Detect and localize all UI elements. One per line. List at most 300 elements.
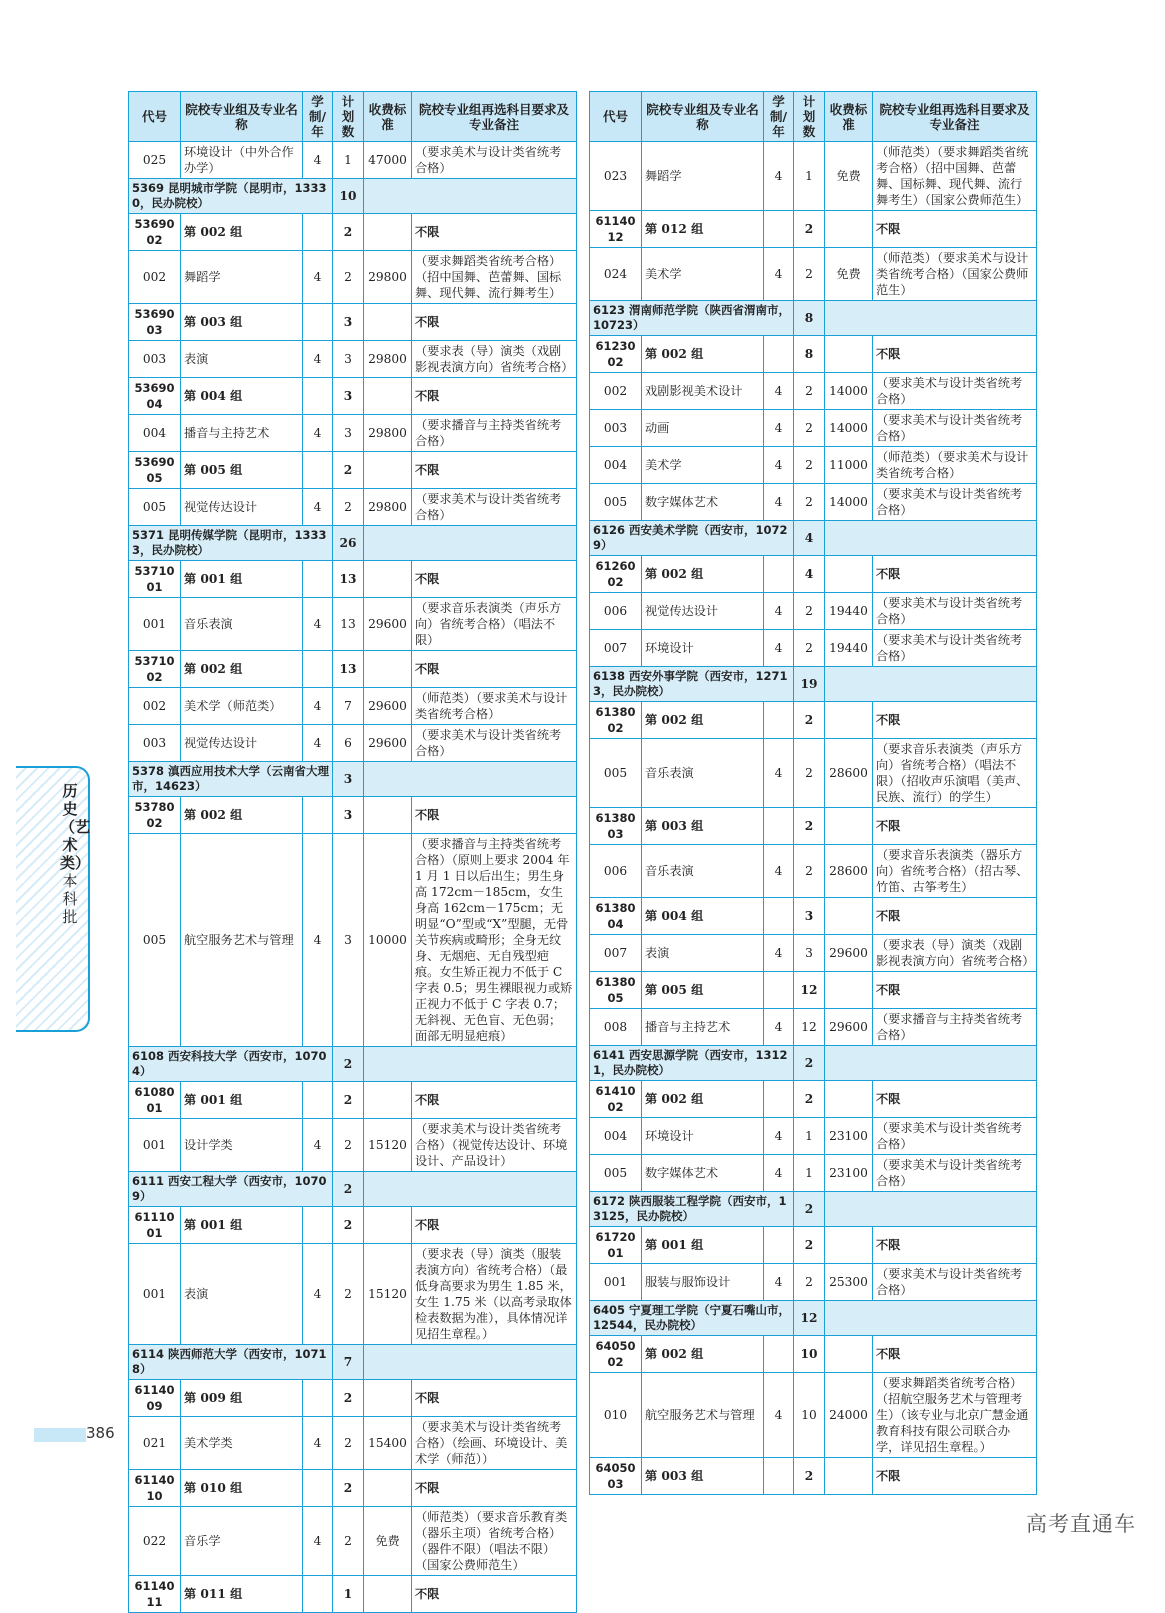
major-note: （要求美术与设计类省统考合格） xyxy=(412,489,577,526)
institution-name: 6123 渭南师范学院（陕西省渭南市，10723） xyxy=(590,301,794,336)
plan-count: 2 xyxy=(794,1192,825,1227)
plan-count: 2 xyxy=(333,1172,364,1207)
major-name: 环境设计 xyxy=(642,630,764,667)
major-name: 动画 xyxy=(642,410,764,447)
major-note: （要求美术与设计类省统考合格）（视觉传达设计、环境设计、产品设计） xyxy=(412,1119,577,1172)
col-years: 学制/年 xyxy=(303,92,333,142)
major-name: 舞蹈学 xyxy=(642,142,764,211)
group-code: 6126002 xyxy=(590,556,642,593)
plan-count: 26 xyxy=(333,526,364,561)
study-years: 4 xyxy=(764,739,794,808)
major-note: （要求美术与设计类省统考合格） xyxy=(412,142,577,179)
group-row xyxy=(590,1336,1037,1373)
major-note: （要求美术与设计类省统考合格） xyxy=(873,630,1037,667)
plan-count: 3 xyxy=(333,341,364,378)
major-row xyxy=(590,1118,1037,1155)
empty-cell xyxy=(764,1227,794,1264)
major-name: 美术学 xyxy=(642,447,764,484)
institution-name: 6108 西安科技大学（西安市，10704） xyxy=(129,1047,333,1082)
major-code: 003 xyxy=(129,341,181,378)
subject-requirement: 不限 xyxy=(873,972,1037,1009)
major-row xyxy=(590,630,1037,667)
plan-count: 2 xyxy=(333,214,364,251)
major-note: （要求表（导）演类（戏剧影视表演方向）省统考合格） xyxy=(873,935,1037,972)
group-code: 6114012 xyxy=(590,211,642,248)
major-name: 航空服务艺术与管理 xyxy=(642,1373,764,1458)
major-name: 播音与主持艺术 xyxy=(642,1009,764,1046)
tuition-fee: 14000 xyxy=(825,484,873,521)
plan-count: 7 xyxy=(333,1345,364,1380)
admission-table-left xyxy=(128,91,577,1613)
plan-count: 2 xyxy=(333,1207,364,1244)
study-years: 4 xyxy=(303,1244,333,1345)
group-row xyxy=(590,1081,1037,1118)
plan-count: 2 xyxy=(794,248,825,301)
empty-cell xyxy=(825,667,1037,702)
col-plan: 计划数 xyxy=(333,92,364,142)
subject-requirement: 不限 xyxy=(873,336,1037,373)
study-years: 4 xyxy=(303,725,333,762)
plan-count: 3 xyxy=(794,898,825,935)
section-side-tab xyxy=(16,766,90,1032)
study-years: 4 xyxy=(303,415,333,452)
major-note: （要求舞蹈类省统考合格）（招中国舞、芭蕾舞、国标舞、现代舞、流行舞考生） xyxy=(412,251,577,304)
plan-count: 2 xyxy=(794,447,825,484)
plan-count: 12 xyxy=(794,972,825,1009)
major-note: （要求舞蹈类省统考合格）（招航空服务艺术与管理考生）（该专业与北京广慧金通教育科技有限公司联合办学，详见招生章程。） xyxy=(873,1373,1037,1458)
page-number: 386 xyxy=(86,1424,115,1442)
major-code: 007 xyxy=(590,935,642,972)
tuition-fee: 免费 xyxy=(825,142,873,211)
major-name: 美术学 xyxy=(642,248,764,301)
empty-cell xyxy=(825,211,873,248)
group-code: 6138003 xyxy=(590,808,642,845)
study-years: 4 xyxy=(764,373,794,410)
tuition-fee: 10000 xyxy=(364,834,412,1047)
institution-name: 6111 西安工程大学（西安市，10709） xyxy=(129,1172,333,1207)
empty-cell xyxy=(364,797,412,834)
col-fee: 收费标准 xyxy=(825,92,873,142)
plan-count: 3 xyxy=(333,415,364,452)
group-code: 6138005 xyxy=(590,972,642,1009)
major-note: （要求播音与主持类省统考合格） xyxy=(873,1009,1037,1046)
plan-count: 2 xyxy=(333,1470,364,1507)
major-code: 002 xyxy=(129,688,181,725)
empty-cell xyxy=(764,702,794,739)
major-code: 005 xyxy=(129,834,181,1047)
major-note: （师范类）（要求舞蹈类省统考合格）（招中国舞、芭蕾舞、国标舞、现代舞、流行舞考生）（国家公费师范生） xyxy=(873,142,1037,211)
major-row xyxy=(129,1244,577,1345)
plan-count: 2 xyxy=(333,1082,364,1119)
plan-count: 10 xyxy=(794,1373,825,1458)
group-name: 第 005 组 xyxy=(642,972,764,1009)
major-code: 008 xyxy=(590,1009,642,1046)
subject-requirement: 不限 xyxy=(873,808,1037,845)
group-name: 第 004 组 xyxy=(181,378,303,415)
study-years: 4 xyxy=(303,1119,333,1172)
group-row xyxy=(590,211,1037,248)
col-plan: 计划数 xyxy=(794,92,825,142)
tuition-fee: 29800 xyxy=(364,341,412,378)
empty-cell xyxy=(303,797,333,834)
institution-row xyxy=(590,1046,1037,1081)
study-years: 4 xyxy=(303,142,333,179)
study-years: 4 xyxy=(764,142,794,211)
subject-requirement: 不限 xyxy=(412,214,577,251)
group-code: 6123002 xyxy=(590,336,642,373)
major-row xyxy=(129,1507,577,1576)
group-name: 第 001 组 xyxy=(181,1082,303,1119)
empty-cell xyxy=(825,1081,873,1118)
major-note: （要求美术与设计类省统考合格） xyxy=(412,725,577,762)
major-row xyxy=(129,415,577,452)
group-code: 5369004 xyxy=(129,378,181,415)
major-row xyxy=(590,447,1037,484)
major-row xyxy=(129,142,577,179)
subject-requirement: 不限 xyxy=(412,1082,577,1119)
major-note: （要求音乐表演类（器乐方向）省统考合格）（招古琴、竹笛、古筝考生） xyxy=(873,845,1037,898)
tuition-fee: 29800 xyxy=(364,251,412,304)
plan-count: 13 xyxy=(333,598,364,651)
group-name: 第 002 组 xyxy=(642,702,764,739)
major-name: 美术学（师范类） xyxy=(181,688,303,725)
tuition-fee: 11000 xyxy=(825,447,873,484)
institution-name: 6114 陕西师范大学（西安市，10718） xyxy=(129,1345,333,1380)
empty-cell xyxy=(364,179,577,214)
plan-count: 1 xyxy=(794,142,825,211)
major-note: （师范类）（要求音乐教育类（器乐主项）省统考合格）（器件不限）（唱法不限）（国家公费师范生） xyxy=(412,1507,577,1576)
empty-cell xyxy=(364,762,577,797)
tuition-fee: 29800 xyxy=(364,489,412,526)
plan-count: 2 xyxy=(333,1244,364,1345)
empty-cell xyxy=(764,808,794,845)
plan-count: 1 xyxy=(794,1118,825,1155)
group-code: 5369003 xyxy=(129,304,181,341)
major-row xyxy=(590,1264,1037,1301)
major-code: 006 xyxy=(590,593,642,630)
empty-cell xyxy=(303,1207,333,1244)
tuition-fee: 29600 xyxy=(825,935,873,972)
institution-row xyxy=(129,526,577,561)
major-note: （要求美术与设计类省统考合格） xyxy=(873,1264,1037,1301)
group-row xyxy=(129,378,577,415)
group-name: 第 003 组 xyxy=(181,304,303,341)
subject-requirement: 不限 xyxy=(873,1336,1037,1373)
major-row xyxy=(129,489,577,526)
empty-cell xyxy=(764,1336,794,1373)
empty-cell xyxy=(825,808,873,845)
empty-cell xyxy=(764,898,794,935)
major-name: 航空服务艺术与管理 xyxy=(181,834,303,1047)
tuition-fee: 23100 xyxy=(825,1155,873,1192)
empty-cell xyxy=(764,972,794,1009)
empty-cell xyxy=(364,214,412,251)
major-code: 023 xyxy=(590,142,642,211)
group-name: 第 012 组 xyxy=(642,211,764,248)
empty-cell xyxy=(364,378,412,415)
institution-row xyxy=(129,1172,577,1207)
group-row xyxy=(590,1458,1037,1495)
subject-requirement: 不限 xyxy=(412,1576,577,1613)
study-years: 4 xyxy=(764,410,794,447)
group-name: 第 002 组 xyxy=(181,651,303,688)
empty-cell xyxy=(364,651,412,688)
empty-cell xyxy=(364,1345,577,1380)
group-row xyxy=(129,651,577,688)
tuition-fee: 14000 xyxy=(825,373,873,410)
empty-cell xyxy=(764,556,794,593)
institution-name: 6141 西安思源学院（西安市，13121，民办院校） xyxy=(590,1046,794,1081)
plan-count: 2 xyxy=(794,410,825,447)
col-fee: 收费标准 xyxy=(364,92,412,142)
empty-cell xyxy=(825,1458,873,1495)
institution-row xyxy=(129,1047,577,1082)
plan-count: 2 xyxy=(333,452,364,489)
header-row xyxy=(129,92,577,142)
empty-cell xyxy=(303,378,333,415)
major-code: 001 xyxy=(129,598,181,651)
major-note: （要求美术与设计类省统考合格） xyxy=(873,1118,1037,1155)
plan-count: 3 xyxy=(794,935,825,972)
tuition-fee: 47000 xyxy=(364,142,412,179)
plan-count: 3 xyxy=(333,378,364,415)
major-name: 美术学类 xyxy=(181,1417,303,1470)
study-years: 4 xyxy=(764,845,794,898)
major-code: 010 xyxy=(590,1373,642,1458)
group-name: 第 003 组 xyxy=(642,808,764,845)
major-note: （要求音乐表演类（声乐方向）省统考合格）（唱法不限） xyxy=(412,598,577,651)
study-years: 4 xyxy=(764,1155,794,1192)
subject-requirement: 不限 xyxy=(412,452,577,489)
side-tab-category: 历史（艺术类） xyxy=(60,782,91,872)
major-row xyxy=(590,248,1037,301)
major-code: 025 xyxy=(129,142,181,179)
plan-count: 2 xyxy=(794,593,825,630)
group-code: 6111001 xyxy=(129,1207,181,1244)
major-note: （师范类）（要求美术与设计类省统考合格） xyxy=(412,688,577,725)
group-name: 第 010 组 xyxy=(181,1470,303,1507)
major-note: （要求美术与设计类省统考合格） xyxy=(873,373,1037,410)
plan-count: 2 xyxy=(333,489,364,526)
tuition-fee: 19440 xyxy=(825,630,873,667)
empty-cell xyxy=(764,336,794,373)
header-row xyxy=(590,92,1037,142)
major-note: （要求美术与设计类省统考合格）（绘画、环境设计、美术学（师范）） xyxy=(412,1417,577,1470)
major-name: 视觉传达设计 xyxy=(181,489,303,526)
group-row xyxy=(129,452,577,489)
empty-cell xyxy=(764,1458,794,1495)
group-code: 6141002 xyxy=(590,1081,642,1118)
tuition-fee: 15120 xyxy=(364,1119,412,1172)
plan-count: 2 xyxy=(794,211,825,248)
institution-row xyxy=(590,1301,1037,1336)
subject-requirement: 不限 xyxy=(873,1458,1037,1495)
group-name: 第 009 组 xyxy=(181,1380,303,1417)
empty-cell xyxy=(364,1380,412,1417)
subject-requirement: 不限 xyxy=(873,898,1037,935)
institution-name: 6405 宁夏理工学院（宁夏石嘴山市，12544，民办院校） xyxy=(590,1301,794,1336)
empty-cell xyxy=(364,561,412,598)
institution-name: 6126 西安美术学院（西安市，10729） xyxy=(590,521,794,556)
major-name: 数字媒体艺术 xyxy=(642,1155,764,1192)
major-row xyxy=(590,1155,1037,1192)
plan-count: 2 xyxy=(794,1046,825,1081)
plan-count: 3 xyxy=(333,797,364,834)
plan-count: 2 xyxy=(333,1119,364,1172)
major-code: 005 xyxy=(590,484,642,521)
study-years: 4 xyxy=(303,251,333,304)
subject-requirement: 不限 xyxy=(873,1227,1037,1264)
empty-cell xyxy=(303,1380,333,1417)
col-code: 代号 xyxy=(590,92,642,142)
group-name: 第 002 组 xyxy=(642,556,764,593)
empty-cell xyxy=(303,214,333,251)
group-name: 第 002 组 xyxy=(181,214,303,251)
empty-cell xyxy=(825,301,1037,336)
major-code: 004 xyxy=(590,447,642,484)
tuition-fee: 28600 xyxy=(825,739,873,808)
group-row xyxy=(129,1380,577,1417)
group-code: 5378002 xyxy=(129,797,181,834)
major-code: 002 xyxy=(590,373,642,410)
empty-cell xyxy=(764,211,794,248)
major-code: 021 xyxy=(129,1417,181,1470)
major-name: 表演 xyxy=(181,341,303,378)
col-name: 院校专业组及专业名称 xyxy=(642,92,764,142)
major-row xyxy=(590,1373,1037,1458)
major-code: 001 xyxy=(129,1244,181,1345)
study-years: 4 xyxy=(764,630,794,667)
plan-count: 2 xyxy=(794,702,825,739)
plan-count: 13 xyxy=(333,651,364,688)
empty-cell xyxy=(825,336,873,373)
group-name: 第 002 组 xyxy=(642,1336,764,1373)
major-note: （要求表（导）演类（戏剧影视表演方向）省统考合格） xyxy=(412,341,577,378)
major-note: （要求播音与主持类省统考合格）（原则上要求 2004 年 1 月 1 日以后出生；男生身高 172cm－185cm，女生身高 162cm－175cm；无明显“O”型或“X”型腿，无骨关节疾病或畸形；全身无纹身、无烟疤、无自残型疤痕。女生矫正视力不低于 C 字表 0.5；男生裸眼视力或矫正视力不低于 C 字表 0.7；无斜视、无色盲、无色弱；面部无明显疤痕） xyxy=(412,834,577,1047)
major-code: 004 xyxy=(129,415,181,452)
major-name: 服装与服饰设计 xyxy=(642,1264,764,1301)
major-note: （要求美术与设计类省统考合格） xyxy=(873,593,1037,630)
side-tab-batch: 本科批 xyxy=(62,872,78,926)
group-code: 6405002 xyxy=(590,1336,642,1373)
tuition-fee: 24000 xyxy=(825,1373,873,1458)
major-row xyxy=(590,935,1037,972)
empty-cell xyxy=(364,304,412,341)
plan-count: 2 xyxy=(794,845,825,898)
tuition-fee: 15400 xyxy=(364,1417,412,1470)
major-name: 舞蹈学 xyxy=(181,251,303,304)
major-name: 视觉传达设计 xyxy=(181,725,303,762)
empty-cell xyxy=(303,1470,333,1507)
major-code: 024 xyxy=(590,248,642,301)
subject-requirement: 不限 xyxy=(873,211,1037,248)
tuition-fee: 28600 xyxy=(825,845,873,898)
empty-cell xyxy=(303,561,333,598)
institution-row xyxy=(129,179,577,214)
study-years: 4 xyxy=(764,447,794,484)
empty-cell xyxy=(825,1046,1037,1081)
plan-count: 12 xyxy=(794,1301,825,1336)
col-name: 院校专业组及专业名称 xyxy=(181,92,303,142)
group-code: 5369005 xyxy=(129,452,181,489)
group-name: 第 001 组 xyxy=(181,561,303,598)
group-name: 第 002 组 xyxy=(181,797,303,834)
major-note: （师范类）（要求美术与设计类省统考合格） xyxy=(873,447,1037,484)
subject-requirement: 不限 xyxy=(412,797,577,834)
plan-count: 2 xyxy=(794,739,825,808)
group-name: 第 004 组 xyxy=(642,898,764,935)
subject-requirement: 不限 xyxy=(412,1380,577,1417)
institution-row xyxy=(590,1192,1037,1227)
major-note: （要求美术与设计类省统考合格） xyxy=(873,410,1037,447)
admission-table-right xyxy=(589,91,1037,1495)
plan-count: 2 xyxy=(333,251,364,304)
institution-row xyxy=(590,301,1037,336)
col-note: 院校专业组再选科目要求及专业备注 xyxy=(873,92,1037,142)
major-code: 005 xyxy=(590,739,642,808)
group-code: 6108001 xyxy=(129,1082,181,1119)
study-years: 4 xyxy=(303,598,333,651)
empty-cell xyxy=(825,898,873,935)
empty-cell xyxy=(825,1301,1037,1336)
major-code: 022 xyxy=(129,1507,181,1576)
plan-count: 8 xyxy=(794,301,825,336)
empty-cell xyxy=(303,1082,333,1119)
group-row xyxy=(590,898,1037,935)
plan-count: 2 xyxy=(794,1081,825,1118)
subject-requirement: 不限 xyxy=(412,1207,577,1244)
subject-requirement: 不限 xyxy=(412,378,577,415)
group-code: 6138004 xyxy=(590,898,642,935)
plan-count: 1 xyxy=(333,1576,364,1613)
tuition-fee: 免费 xyxy=(364,1507,412,1576)
plan-count: 2 xyxy=(794,1264,825,1301)
plan-count: 2 xyxy=(794,373,825,410)
major-note: （要求表（导）演类（服装表演方向）省统考合格）（最低身高要求为男生 1.85 米，女生 1.75 米（以高考录取体检表数据为准），具体情况详见招生章程。） xyxy=(412,1244,577,1345)
group-row xyxy=(129,1576,577,1613)
tuition-fee: 29600 xyxy=(364,688,412,725)
group-row xyxy=(129,797,577,834)
plan-count: 12 xyxy=(794,1009,825,1046)
plan-count: 2 xyxy=(333,1417,364,1470)
watermark: 高考直通车 xyxy=(1026,1512,1136,1536)
group-row xyxy=(590,702,1037,739)
major-note: （要求美术与设计类省统考合格） xyxy=(873,1155,1037,1192)
subject-requirement: 不限 xyxy=(873,1081,1037,1118)
plan-count: 10 xyxy=(333,179,364,214)
group-name: 第 011 组 xyxy=(181,1576,303,1613)
study-years: 4 xyxy=(764,1264,794,1301)
group-code: 6114010 xyxy=(129,1470,181,1507)
subject-requirement: 不限 xyxy=(873,556,1037,593)
group-code: 6114011 xyxy=(129,1576,181,1613)
major-name: 播音与主持艺术 xyxy=(181,415,303,452)
major-note: （要求音乐表演类（声乐方向）省统考合格）（唱法不限）（招收声乐演唱（美声、民族、流行）的学生） xyxy=(873,739,1037,808)
major-row xyxy=(590,142,1037,211)
major-code: 002 xyxy=(129,251,181,304)
empty-cell xyxy=(364,1207,412,1244)
group-row xyxy=(590,1227,1037,1264)
empty-cell xyxy=(364,1082,412,1119)
institution-name: 5371 昆明传媒学院（昆明市，13333，民办院校） xyxy=(129,526,333,561)
study-years: 4 xyxy=(764,593,794,630)
institution-row xyxy=(129,1345,577,1380)
major-code: 003 xyxy=(590,410,642,447)
major-code: 005 xyxy=(129,489,181,526)
institution-row xyxy=(590,521,1037,556)
study-years: 4 xyxy=(303,834,333,1047)
empty-cell xyxy=(825,1336,873,1373)
